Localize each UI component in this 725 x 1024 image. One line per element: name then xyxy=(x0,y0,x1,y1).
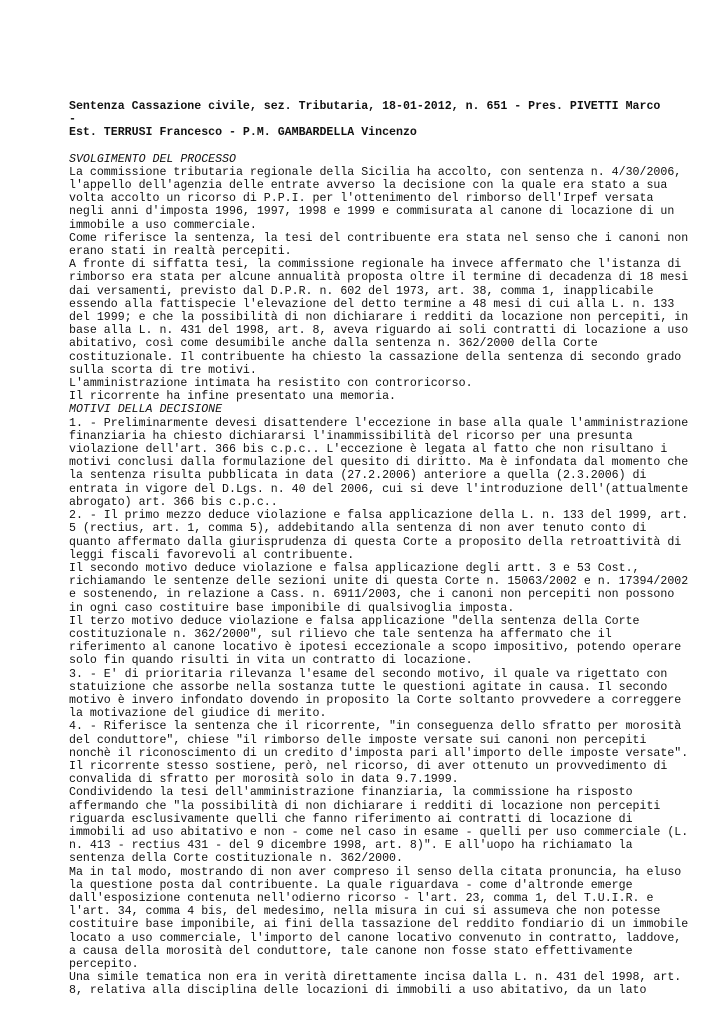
text-line: del 1999; e che la possibilità di non dichiarare i redditi da locazione non percepiti, in xyxy=(69,311,689,325)
text-line: costituire base imponibile, ai fini della tassazione del reddito fondiario di un immobile xyxy=(69,918,689,932)
text-line: Ma in tal modo, mostrando di non aver compreso il senso della citata pronuncia, ha eluso xyxy=(69,865,682,879)
text-line: Come riferisce la sentenza, la tesi del contribuente era stata nel senso che i canoni non xyxy=(69,231,689,245)
document-title: Sentenza Cassazione civile, sez. Tributaria, 18-01-2012, n. 651 - Pres. PIVETTI Marco - Est. TERRUSI Francesco - P.M. GAMBARDELLA Vincenzo xyxy=(69,100,661,140)
text-line: violazione dell'art. 366 bis c.p.c.. L'eccezione è legata al fatto che non risultano i xyxy=(69,443,668,457)
text-line: solo fin quando risulti in vita un contratto di locazione. xyxy=(69,654,473,668)
text-line: la sentenza risulta pubblicata in data (27.2.2006) anteriore a quella (2.3.2006) di xyxy=(69,469,647,483)
text-line: a causa della morosità del conduttore, tale canone non fosse stato effettivamente xyxy=(69,944,633,958)
text-line: e sostenendo, in relazione a Cass. n. 6911/2003, che i canoni non percepiti non possono xyxy=(69,588,675,602)
text-line: negli anni d'imposta 1996, 1997, 1998 e 1999 e commisurata al canone di locazione di un xyxy=(69,205,675,219)
text-line: A fronte di siffatta tesi, la commissione regionale ha invece affermato che l'istanza di xyxy=(69,258,682,272)
text-line: sentenza della Corte costituzionale n. 362/2000. xyxy=(69,852,403,866)
text-line: 3. - E' di prioritaria rilevanza l'esame del secondo motivo, il quale va rigettato con xyxy=(69,667,668,681)
text-line: la motivazione del giudice di merito. xyxy=(69,707,327,721)
text-line: 5 (rectius, art. 1, comma 5), addebitando alla sentenza di non aver tenuto conto di xyxy=(69,522,647,536)
text-line: 2. - Il primo mezzo deduce violazione e falsa applicazione della L. n. 133 del 1999, art. xyxy=(69,509,689,523)
text-line: statuizione che assorbe nella sostanza tutte le questioni agitate in causa. Il secondo xyxy=(69,680,668,694)
text-line: dai versamenti, previsto dal D.P.R. n. 602 del 1973, art. 38, comma 1, inapplicabile xyxy=(69,284,654,298)
text-line: costituzionale. Il contribuente ha chiesto la cassazione della sentenza di secondo grado xyxy=(69,350,682,364)
text-line: riferimento al canone locativo è ipotesi eccezionale a scopo impositivo, potendo operare xyxy=(69,641,682,655)
text-line: essendo alla fattispecie l'elevazione del detto termine a 48 mesi di cui alla L. n. 133 xyxy=(69,297,675,311)
text-line: locato a uso commerciale, l'importo del canone locativo convenuto in contratto, laddove, xyxy=(69,931,682,945)
text-line: La commissione tributaria regionale della Sicilia ha accolto, con sentenza n. 4/30/2006, xyxy=(69,165,682,179)
text-line: 8, relativa alla disciplina delle locazioni di immobili a uso abitativo, da un lato xyxy=(69,984,647,998)
text-line: finanziaria ha chiesto dichiararsi l'inammissibilità del ricorso per una presunta xyxy=(69,429,633,443)
text-line: Il ricorrente ha infine presentato una memoria. xyxy=(69,390,396,404)
section-heading-motivi: MOTIVI DELLA DECISIONE xyxy=(69,403,223,417)
text-line: richiamando le sentenze delle sezioni unite di questa Corte n. 15063/2002 e n. 17394/2002 xyxy=(69,575,689,589)
text-line: Una simile tematica non era in verità direttamente incisa dalla L. n. 431 del 1998, art. xyxy=(69,971,682,985)
text-line: immobili ad uso abitativo e non - come nel caso in esame - quelli per uso commerciale (L. xyxy=(69,825,689,839)
text-line: l'art. 34, comma 4 bis, del medesimo, nella misura in cui si assumeva che non potesse xyxy=(69,905,661,919)
text-line: sulla scorta di tre motivi. xyxy=(69,363,257,377)
text-line: Il ricorrente stesso sostiene, però, nel ricorso, di aver ottenuto un provvedimento di xyxy=(69,759,668,773)
text-line: 1. - Preliminarmente devesi disattendere l'eccezione in base alla quale l'amministrazione xyxy=(69,416,689,430)
section-body-motivi xyxy=(69,416,689,998)
text-line: abrogato) art. 366 bis c.p.c.. xyxy=(69,495,278,509)
section-heading-svolgimento: SVOLGIMENTO DEL PROCESSO xyxy=(69,152,236,166)
text-line: affermando che "la possibilità di non dichiarare i redditi di locazione non percepiti xyxy=(69,799,661,813)
text-line: entrata in vigore del D.Lgs. n. 40 del 2006, cui si deve l'introduzione dell'(attualmente xyxy=(69,482,689,496)
text-line: Condividendo la tesi dell'amministrazione finanziaria, la commissione ha risposto xyxy=(69,786,633,800)
text-line: nonchè il riconoscimento di un credito d'imposta pari all'importo delle imposte versate". xyxy=(69,746,689,760)
text-line: L'amministrazione intimata ha resistito con controricorso. xyxy=(69,377,473,391)
text-line: in ogni caso costituire base imponibile di qualsivoglia imposta. xyxy=(69,601,515,615)
text-line: l'appello dell'agenzia delle entrate avverso la decisione con la quale era stato a sua xyxy=(69,179,668,193)
text-line: abitativo, così come desumibile anche dalla sentenza n. 362/2000 della Corte xyxy=(69,337,598,351)
document-page xyxy=(69,100,689,998)
section-body-svolgimento xyxy=(69,165,689,404)
text-line: dall'esposizione contenuta nell'odierno ricorso - l'art. 23, comma 1, del T.U.I.R. e xyxy=(69,891,654,905)
text-line: volta accolto un ricorso di P.P.I. per l'ottenimento del rimborso dell'Irpef versata xyxy=(69,192,654,206)
text-line: base alla L. n. 431 del 1998, art. 8, aveva riguardo ai soli contratti di locazione a uso xyxy=(69,324,689,338)
text-line: 4. - Riferisce la sentenza che il ricorrente, "in conseguenza dello sfratto per morosità xyxy=(69,720,682,734)
text-line: percepito. xyxy=(69,958,139,971)
text-line: Il secondo motivo deduce violazione e falsa applicazione degli artt. 3 e 53 Cost., xyxy=(69,561,640,575)
text-line: erano stati in realtà percepiti. xyxy=(69,245,292,259)
text-line: motivo è invero infondato dovendo in proposito la Corte soltanto provvedere a correggere xyxy=(69,693,682,707)
text-line: immobile a uso commerciale. xyxy=(69,218,257,232)
text-line: convalida di sfratto per morosità solo in data 9.7.1999. xyxy=(69,773,459,787)
text-line: rimborso era stata per alcune annualità proposta oltre il termine di decadenza di 18 mesi xyxy=(69,271,689,285)
text-line: quanto affermato dalla giurisprudenza di questa Corte a proposito della retroattività di xyxy=(69,535,682,549)
text-line: n. 413 - rectius 431 - del 9 dicembre 1998, art. 8)". E all'uopo ha richiamato la xyxy=(69,839,633,853)
text-line: Il terzo motivo deduce violazione e falsa applicazione "della sentenza della Corte xyxy=(69,614,640,628)
text-line: costituzionale n. 362/2000", sul rilievo che tale sentenza ha affermato che il xyxy=(69,627,612,641)
text-line: la questione posta dal contribuente. La quale riguardava - come d'altronde emerge xyxy=(69,878,633,892)
text-line: del conduttore", chiese "il rimborso delle imposte versate sui canoni non percepiti xyxy=(69,733,647,747)
text-line: motivi conclusi dalla formulazione del quesito di diritto. Ma è infondata dal momento che xyxy=(69,456,689,470)
text-line: leggi fiscali favorevoli al contribuente. xyxy=(69,548,355,562)
text-line: riguarda esclusivamente quelli che fanno riferimento ai contratti di locazione di xyxy=(69,812,633,826)
